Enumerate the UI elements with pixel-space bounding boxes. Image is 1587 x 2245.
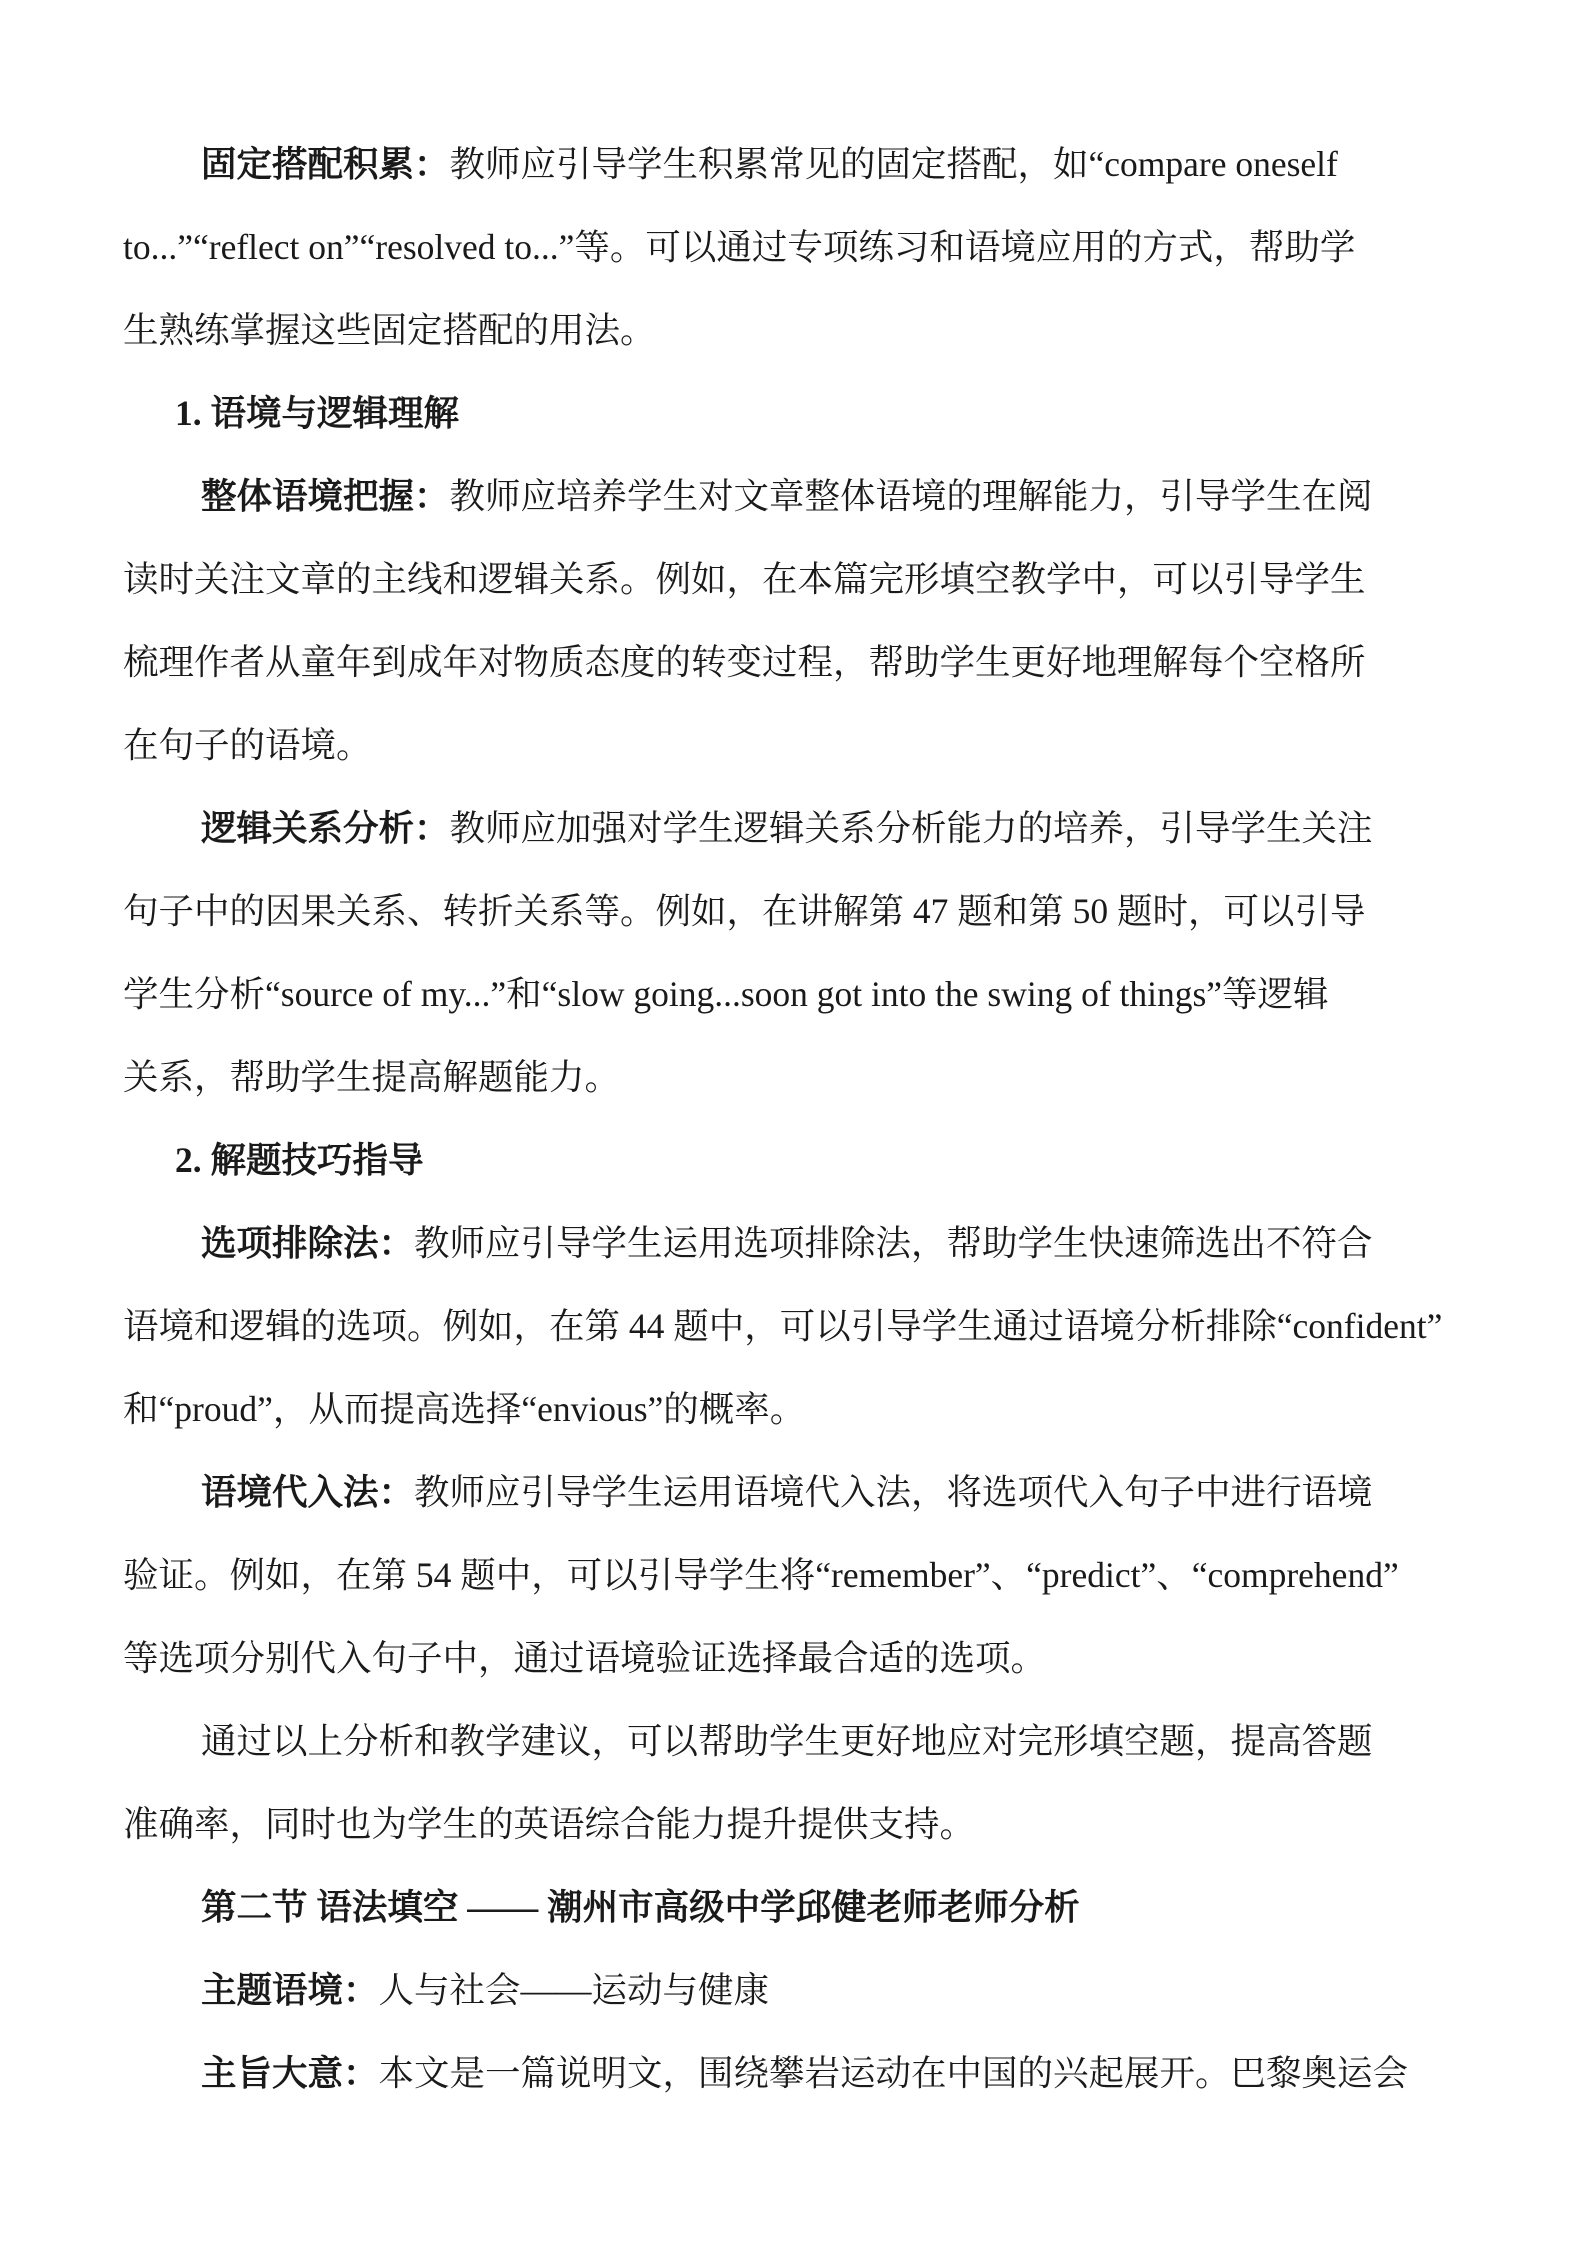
paragraph-text: 教师应引导学生积累常见的固定搭配，如“compare oneself	[449, 144, 1338, 184]
section-title: 第二节 语法填空 —— 潮州市高级中学邱健老师老师分析	[201, 1887, 1080, 1927]
paragraph-line	[201, 2048, 1408, 2098]
paragraph-line: 准确率，同时也为学生的英语综合能力提升提供支持。	[123, 1804, 976, 1844]
paragraph-label: 固定搭配积累：	[201, 144, 450, 184]
paragraph-line	[201, 1467, 1373, 1517]
paragraph-line	[201, 1218, 1373, 1268]
paragraph-line	[201, 139, 1338, 189]
paragraph-label: 选项排除法：	[201, 1223, 415, 1263]
paragraph-text: 教师应引导学生运用语境代入法，将选项代入句子中进行语境	[414, 1472, 1373, 1512]
paragraph-label: 整体语境把握：	[201, 476, 450, 516]
paragraph-line: 语境和逻辑的选项。例如，在第 44 题中，可以引导学生通过语境分析排除“confident”	[123, 1306, 1443, 1346]
paragraph-line	[201, 1965, 769, 2015]
paragraph-line: 通过以上分析和教学建议，可以帮助学生更好地应对完形填空题，提高答题	[201, 1721, 1373, 1761]
paragraph-line: 验证。例如，在第 54 题中，可以引导学生将“remember”、“predict”、“comprehend”	[123, 1555, 1399, 1595]
paragraph-line: to...”“reflect on”“resolved to...”等。可以通过专项练习和语境应用的方式，帮助学	[123, 227, 1356, 267]
paragraph-text: 人与社会——运动与健康	[378, 1970, 770, 2010]
paragraph-label: 主题语境：	[201, 1970, 379, 2010]
paragraph-text: 本文是一篇说明文，围绕攀岩运动在中国的兴起展开。巴黎奥运会	[378, 2053, 1409, 2093]
section-heading: 2. 解题技巧指导	[175, 1140, 424, 1180]
paragraph-line: 生熟练掌握这些固定搭配的用法。	[123, 310, 656, 350]
paragraph-line: 在句子的语境。	[123, 725, 372, 765]
paragraph-line: 梳理作者从童年到成年对物质态度的转变过程，帮助学生更好地理解每个空格所	[123, 642, 1366, 682]
paragraph-line: 等选项分别代入句子中，通过语境验证选择最合适的选项。	[123, 1638, 1047, 1678]
paragraph-label: 逻辑关系分析：	[201, 808, 450, 848]
paragraph-line: 读时关注文章的主线和逻辑关系。例如，在本篇完形填空教学中，可以引导学生	[123, 559, 1366, 599]
paragraph-text: 教师应加强对学生逻辑关系分析能力的培养，引导学生关注	[449, 808, 1373, 848]
section-heading: 1. 语境与逻辑理解	[175, 393, 460, 433]
paragraph-label: 主旨大意：	[201, 2053, 379, 2093]
paragraph-line: 和“proud”，从而提高选择“envious”的概率。	[123, 1389, 806, 1429]
paragraph-line: 句子中的因果关系、转折关系等。例如，在讲解第 47 题和第 50 题时，可以引导	[123, 891, 1366, 931]
paragraph-line	[201, 803, 1373, 853]
paragraph-line: 关系，帮助学生提高解题能力。	[123, 1057, 621, 1097]
paragraph-line	[201, 471, 1373, 521]
paragraph-text: 教师应培养学生对文章整体语境的理解能力，引导学生在阅	[449, 476, 1373, 516]
paragraph-line: 学生分析“source of my...”和“slow going...soon got into the swing of things”等逻辑	[123, 974, 1329, 1014]
paragraph-text: 教师应引导学生运用选项排除法，帮助学生快速筛选出不符合	[414, 1223, 1373, 1263]
paragraph-label: 语境代入法：	[201, 1472, 415, 1512]
